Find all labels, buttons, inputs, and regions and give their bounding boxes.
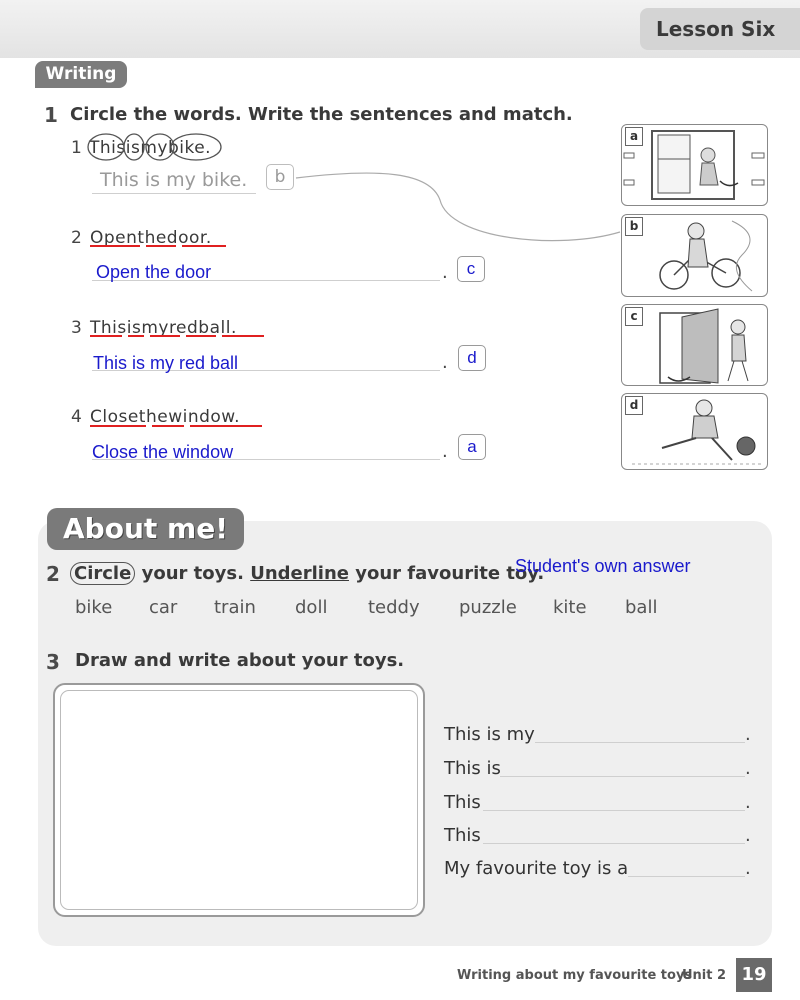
toy-word[interactable]: teddy bbox=[368, 597, 420, 618]
word-puzzle: Thisismybike. bbox=[89, 138, 212, 158]
picture-c-door bbox=[621, 304, 768, 386]
toy-word[interactable]: car bbox=[149, 597, 178, 618]
exercise-1-number: 1 bbox=[44, 103, 58, 127]
footer-topic: Writing about my favourite toys bbox=[457, 968, 693, 983]
section-tab-writing: Writing bbox=[35, 61, 127, 88]
instruction-underline-word: Underline bbox=[250, 563, 349, 584]
item-number: 3 bbox=[71, 318, 82, 338]
write-line[interactable] bbox=[535, 742, 745, 743]
instruction-end: your favourite toy. bbox=[355, 563, 545, 584]
picture-a-window bbox=[621, 124, 768, 206]
word-puzzle: Openthedoor. bbox=[90, 228, 212, 248]
sentence-dot: . bbox=[745, 758, 751, 779]
bike-illustration bbox=[622, 215, 768, 297]
match-box[interactable]: d bbox=[458, 345, 486, 371]
sentence-dot: . bbox=[442, 441, 448, 462]
write-prompt: This bbox=[444, 792, 481, 813]
picture-label: a bbox=[625, 127, 643, 146]
drawing-box-inner-border bbox=[60, 690, 418, 910]
written-answer[interactable]: This is my red ball bbox=[93, 353, 239, 373]
exercise-2-instruction bbox=[70, 562, 544, 585]
drawing-box[interactable] bbox=[53, 683, 425, 917]
example-match-line bbox=[290, 170, 625, 260]
write-prompt: My favourite toy is a bbox=[444, 858, 629, 879]
match-box[interactable]: c bbox=[457, 256, 485, 282]
toy-word[interactable]: doll bbox=[295, 597, 328, 618]
sentence-dot: . bbox=[745, 792, 751, 813]
answer-line bbox=[92, 193, 256, 194]
sentence-dot: . bbox=[745, 825, 751, 846]
write-line[interactable] bbox=[483, 843, 745, 844]
written-answer[interactable]: Close the window bbox=[92, 442, 234, 462]
page-number: 19 bbox=[736, 958, 772, 992]
door-illustration bbox=[622, 305, 768, 386]
word-underlines bbox=[88, 422, 268, 430]
write-line[interactable] bbox=[500, 776, 745, 777]
word-underlines bbox=[88, 242, 238, 250]
exercise-1-instruction: Circle the words. Write the sentences and match. bbox=[70, 104, 573, 125]
word-underlines bbox=[88, 332, 278, 340]
instruction-circle-word: Circle bbox=[70, 562, 135, 585]
exercise-2-number: 2 bbox=[46, 562, 60, 586]
picture-d-ball bbox=[621, 393, 768, 470]
match-box[interactable]: a bbox=[458, 434, 486, 460]
word-puzzle: Thisismyredball. bbox=[90, 318, 237, 338]
item-number: 4 bbox=[71, 407, 82, 427]
ball-illustration bbox=[622, 394, 768, 470]
item-number: 2 bbox=[71, 228, 82, 248]
written-answer[interactable]: Open the door bbox=[96, 262, 212, 282]
write-prompt: This is bbox=[444, 758, 501, 779]
handwritten-answer[interactable]: Student's own answer bbox=[515, 556, 691, 576]
write-prompt: This is my bbox=[444, 724, 535, 745]
picture-label: b bbox=[625, 217, 643, 236]
sentence-dot: . bbox=[442, 352, 448, 373]
footer-unit: Unit 2 bbox=[682, 968, 727, 983]
match-box[interactable]: b bbox=[266, 164, 294, 190]
sentence-dot: . bbox=[745, 724, 751, 745]
toy-word[interactable]: kite bbox=[553, 597, 587, 618]
toy-word[interactable]: train bbox=[214, 597, 256, 618]
example-answer: This is my bike. bbox=[100, 169, 248, 191]
lesson-title: Lesson Six bbox=[640, 8, 800, 50]
item-number: 1 bbox=[71, 138, 82, 158]
window-illustration bbox=[622, 125, 768, 206]
toy-word[interactable]: ball bbox=[625, 597, 658, 618]
exercise-3-number: 3 bbox=[46, 650, 60, 674]
write-prompt: This bbox=[444, 825, 481, 846]
write-line[interactable] bbox=[628, 876, 745, 877]
picture-label: c bbox=[625, 307, 643, 326]
about-me-title: About me! bbox=[47, 508, 244, 550]
word-circles bbox=[84, 130, 234, 164]
toy-word[interactable]: puzzle bbox=[459, 597, 517, 618]
toy-word[interactable]: bike bbox=[75, 597, 113, 618]
write-line[interactable] bbox=[483, 810, 745, 811]
sentence-dot: . bbox=[442, 262, 448, 283]
word-puzzle: Closethewindow. bbox=[90, 407, 241, 427]
picture-label: d bbox=[625, 396, 643, 415]
exercise-3-instruction: Draw and write about your toys. bbox=[75, 650, 405, 671]
picture-b-bike bbox=[621, 214, 768, 297]
instruction-mid: your toys. bbox=[141, 563, 244, 584]
sentence-dot: . bbox=[745, 858, 751, 879]
